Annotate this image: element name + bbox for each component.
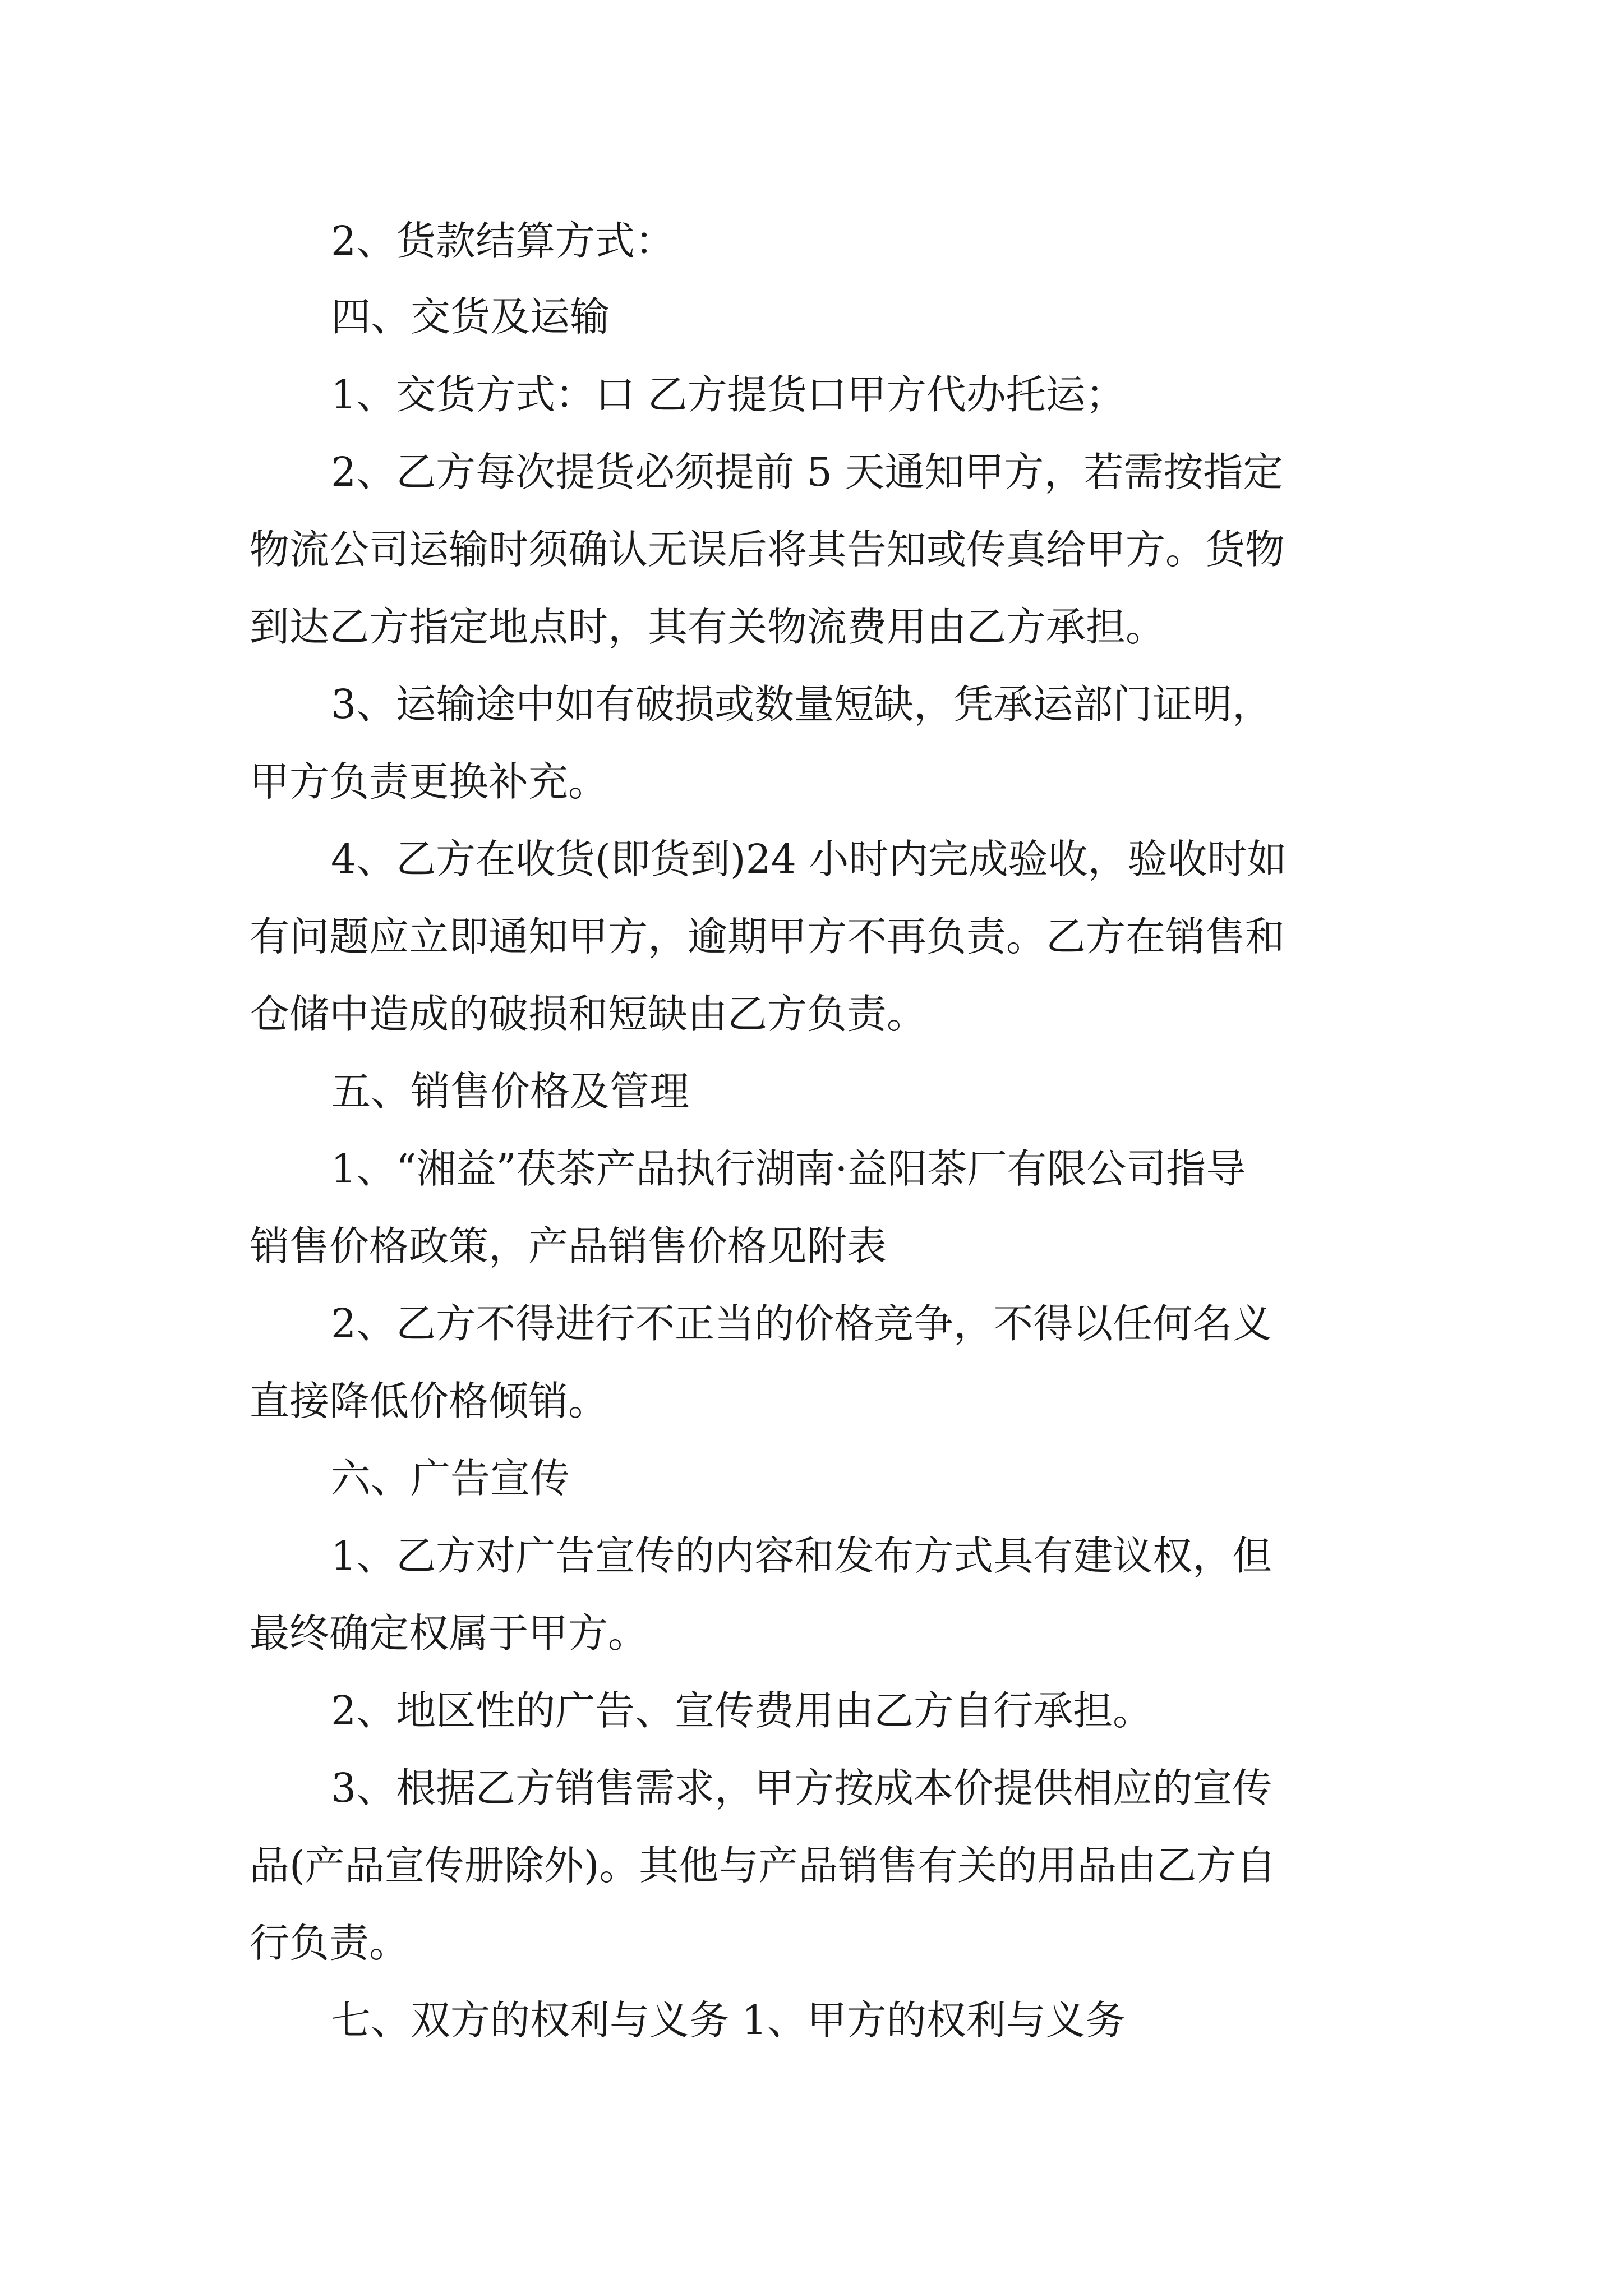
clause-pickup-notice: 2、乙方每次提货必须提前 5 天通知甲方，若需按指定 (331, 449, 1283, 495)
clause-no-dumping: 2、乙方不得进行不正当的价格竞争，不得以任何名义 (331, 1300, 1272, 1347)
clause-price-policy-cont: 销售价格政策，产品销售价格见附表 (250, 1223, 887, 1269)
clause-payment-method: 2、货款结算方式： (331, 218, 675, 264)
clause-promo-materials-cont-2: 行负责。 (250, 1920, 409, 1966)
clause-inspection: 4、乙方在收货(即货到)24 小时内完成验收，验收时如 (331, 836, 1287, 882)
clause-pickup-notice-cont-1: 物流公司运输时须确认无误后将其告知或传真给甲方。货物 (250, 526, 1285, 573)
section-heading-pricing: 五、销售价格及管理 (331, 1068, 690, 1115)
clause-transport-damage: 3、运输途中如有破损或数量短缺，凭承运部门证明， (331, 681, 1272, 728)
clause-transport-damage-cont: 甲方负责更换补充。 (250, 758, 608, 805)
clause-promo-materials: 3、根据乙方销售需求，甲方按成本价提供相应的宣传 (331, 1765, 1272, 1811)
clause-inspection-cont-1: 有问题应立即通知甲方，逾期甲方不再负责。乙方在销售和 (250, 913, 1285, 960)
section-heading-advertising: 六、广告宣传 (331, 1455, 570, 1502)
clause-delivery-method: 1、交货方式：口 乙方提货口甲方代办托运； (331, 371, 1126, 418)
clause-ad-advice-cont: 最终确定权属于甲方。 (250, 1610, 648, 1657)
section-heading-delivery: 四、交货及运输 (331, 293, 610, 340)
clause-pickup-notice-cont-2: 到达乙方指定地点时，其有关物流费用由乙方承担。 (250, 604, 1166, 650)
clause-no-dumping-cont: 直接降低价格倾销。 (250, 1378, 608, 1424)
clause-regional-ad-cost: 2、地区性的广告、宣传费用由乙方自行承担。 (331, 1687, 1153, 1734)
section-heading-rights-obligations: 七、双方的权利与义务 1、甲方的权利与义务 (331, 1997, 1126, 2044)
clause-price-policy: 1、“湘益”茯茶产品执行湖南·益阳茶厂有限公司指导 (331, 1145, 1246, 1192)
clause-inspection-cont-2: 仓储中造成的破损和短缺由乙方负责。 (250, 991, 927, 1037)
clause-ad-advice: 1、乙方对广告宣传的内容和发布方式具有建议权，但 (331, 1533, 1272, 1579)
clause-promo-materials-cont-1: 品(产品宣传册除外)。其他与产品销售有关的用品由乙方自 (250, 1842, 1276, 1889)
